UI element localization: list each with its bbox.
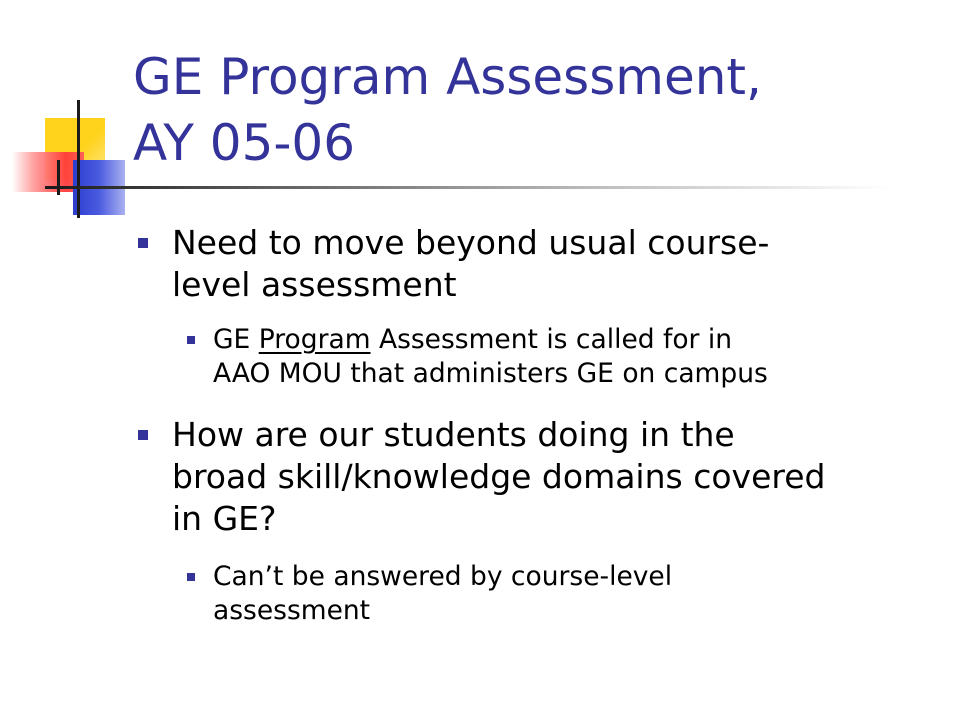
sub-bullet-1-line-2: AAO MOU that administers GE on campus [213,358,768,389]
bullet-marker [138,238,148,248]
title-line-1: GE Program Assessment, [133,48,762,106]
sub-bullet-marker [187,336,195,344]
bullet-1-line-1: Need to move beyond usual course- [172,223,770,262]
bullet-1 [172,222,932,306]
bullet-1-line-2: level assessment [172,265,457,304]
title-underline-rule [45,186,890,189]
sub-bullet-1-underlined-word: Program [258,324,371,355]
sub-bullet-2 [213,560,933,628]
sub-bullet-1-prefix: GE [213,324,259,355]
bullet-2-line-1: How are our students doing in the [172,415,735,454]
sub-bullet-1 [213,323,933,391]
sub-bullet-1-line-1-rest: Assessment is called for in [370,324,733,355]
sub-bullet-2-line-2: assessment [213,595,371,626]
title-line-2: AY 05-06 [133,114,356,172]
bullet-2 [172,414,942,540]
sub-bullet-marker [187,573,195,581]
bullet-marker [138,430,148,440]
bullet-2-line-2: broad skill/knowledge domains covered [172,457,826,496]
bullet-2-line-3: in GE? [172,499,277,538]
slide-title [133,44,913,176]
sub-bullet-2-line-1: Can’t be answered by course-level [213,561,673,592]
vertical-line-decoration-small [57,160,60,195]
vertical-line-decoration [77,100,80,218]
